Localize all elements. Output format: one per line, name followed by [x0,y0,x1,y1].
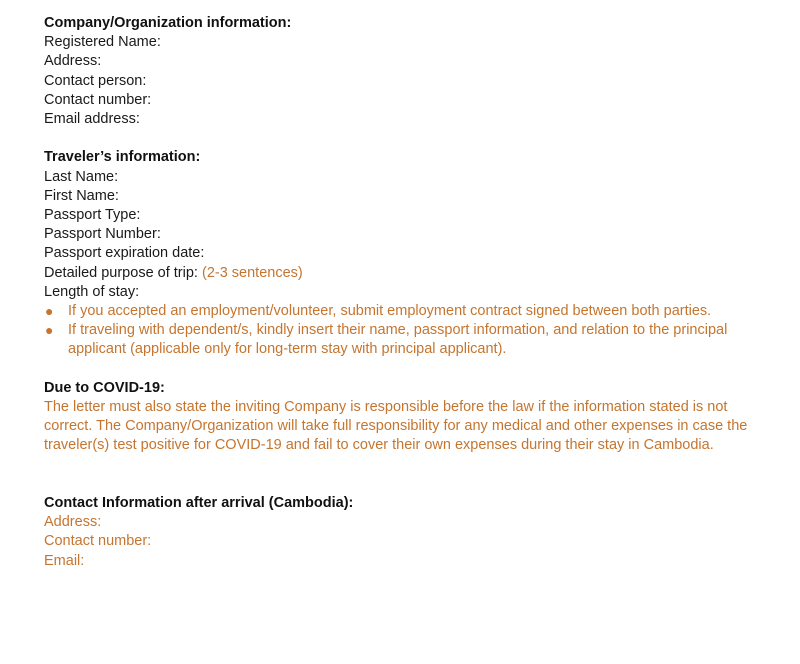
field-registered-name: Registered Name: [44,34,161,51]
field-purpose-of-trip [44,264,764,283]
contact-field-number: Contact number: [44,533,152,550]
field-contact-person: Contact person: [44,72,147,89]
company-section [44,14,764,129]
covid-paragraph: The letter must also state the inviting Company is responsible before the law if the information stated is not correct. The Company/Organization will take full responsibility for any medical and other expenses in case the traveler(s) test positive for COVID-19 and fail to cover their own expenses during their stay in Cambodia. [44,399,748,454]
bullet-icon: ● [45,322,54,339]
field-last-name: Last Name: [44,168,119,185]
covid-section-heading: Due to COVID-19: [44,379,165,396]
field-passport-expiration: Passport expiration date: [44,245,205,262]
traveler-section [44,148,764,359]
field-first-name: First Name: [44,187,119,204]
field-email-address: Email address: [44,111,140,128]
purpose-label: Detailed purpose of trip: [44,264,198,281]
list-item [44,302,764,321]
purpose-hint: (2-3 sentences) [201,264,303,281]
field-contact-number: Contact number: [44,91,152,108]
field-length-of-stay: Length of stay: [44,283,140,300]
requirements-list [44,302,764,360]
contact-section-heading: Contact Information after arrival (Cambodia): [44,495,354,512]
list-item [44,321,764,359]
spacer [44,129,764,148]
field-passport-number: Passport Number: [44,226,161,243]
bullet-text: If you accepted an employment/volunteer, submit employment contract signed between both parties. [68,303,712,320]
bullet-icon: ● [45,303,54,320]
field-address: Address: [44,53,102,70]
traveler-section-heading: Traveler’s information: [44,149,201,166]
company-section-heading: Company/Organization information: [44,15,292,31]
spacer [44,456,764,494]
bullet-text: If traveling with dependent/s, kindly insert their name, passport information, and relation to the principal applicant (applicable only for long-term stay with principal applicant). [68,322,728,358]
contact-section [44,494,764,571]
contact-field-address: Address: [44,514,102,531]
contact-field-email: Email: [44,552,85,569]
covid-section [44,379,764,456]
document-body [44,14,764,571]
spacer [44,360,764,379]
field-passport-type: Passport Type: [44,207,141,224]
